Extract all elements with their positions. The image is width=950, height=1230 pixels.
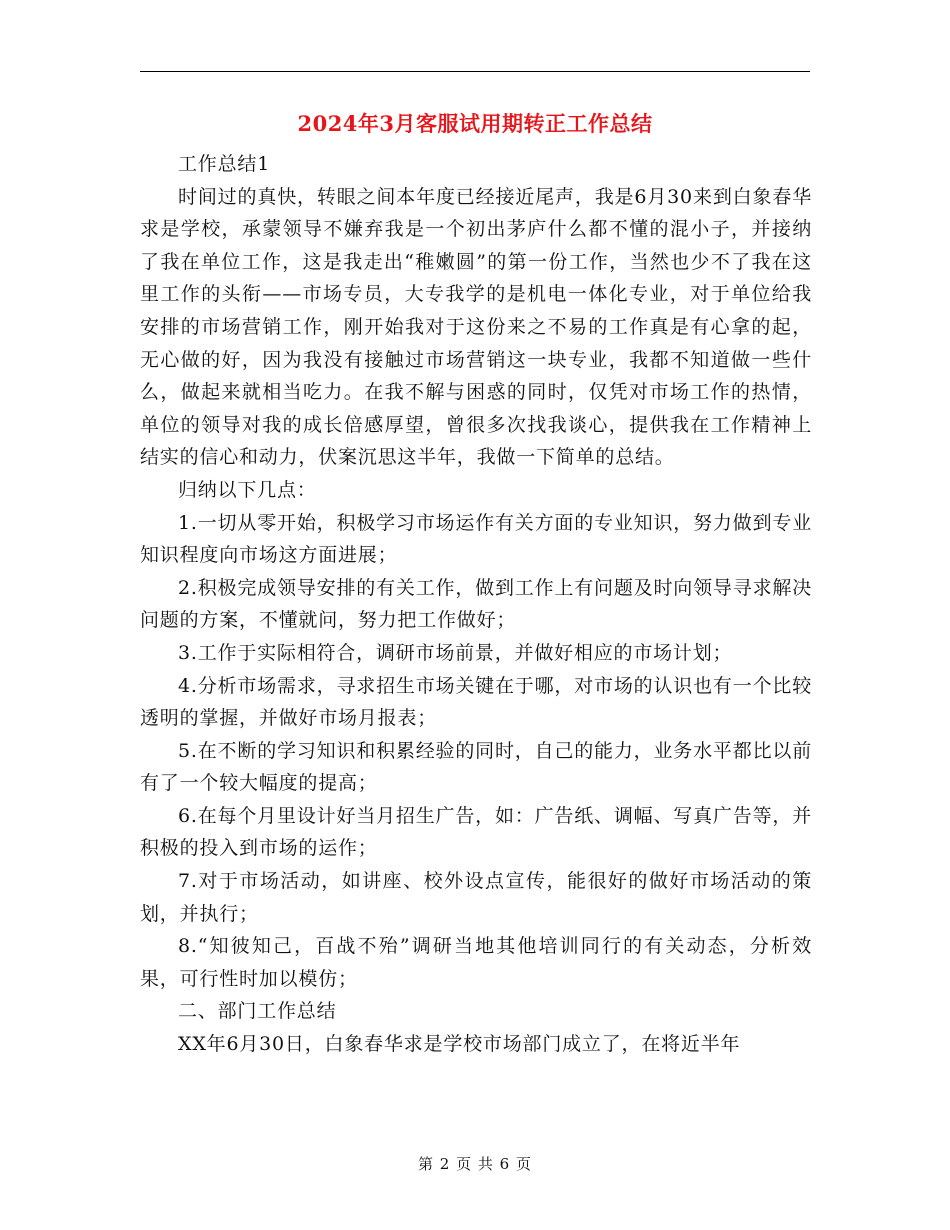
section-heading: 工作总结1 <box>178 153 271 175</box>
paragraph-intro: 时间过的真快，转眼之间本年度已经接近尾声，我是6月30来到白象春华求是学校，承蒙领导不嫌弃我是一个初出茅庐什么都不懂的混小子，并接纳了我在单位工作，这是我走出“稚嫩圆”的第一份工作，当然也少不了我在这里工作的头衔——市场专员，大专我学的是机电一体化专业，对于单位给我安排的市场营销工作，刚开始我对于这份来之不易的工作真是有心拿的起，无心做的好，因为我没有接触过市场营销这一块专业，我都不知道做一些什么，做起来就相当吃力。在我不解与困惑的同时，仅凭对市场工作的热情，单位的领导对我的成长倍感厚望，曾很多次找我谈心，提供我在工作精神上结实的信心和动力，伏案沉思这半年，我做一下简单的总结。 <box>140 185 812 469</box>
section-heading-department: 二、部门工作总结 <box>178 1000 337 1023</box>
paragraph-summary-lead: 归纳以下几点： <box>178 478 317 501</box>
list-item-1: 1.一切从零开始，积极学习市场运作有关方面的专业知识，努力做到专业知识程度向市场这方面进展； <box>140 511 812 567</box>
list-item-3: 3.工作于实际相符合，调研市场前景，并做好相应的市场计划； <box>178 641 733 664</box>
list-item-4: 4.分析市场需求，寻求招生市场关键在于哪，对市场的认识也有一个比较透明的掌握，并做好市场月报表； <box>140 674 812 730</box>
header-rule <box>140 71 810 72</box>
document-body <box>140 148 812 1061</box>
list-item-6: 6.在每个月里设计好当月招生广告，如：广告纸、调幅、写真广告等，并积极的投入到市场的运作； <box>140 804 812 860</box>
list-item-5: 5.在不断的学习知识和积累经验的同时，自己的能力，业务水平都比以前有了一个较大幅度的提高； <box>140 739 812 795</box>
list-item-7: 7.对于市场活动，如讲座、校外设点宣传，能很好的做好市场活动的策划，并执行； <box>140 870 812 925</box>
paragraph-department: XX年6月30日，白象春华求是学校市场部门成立了，在将近半年 <box>178 1033 741 1056</box>
list-item-2: 2.积极完成领导安排的有关工作，做到工作上有问题及时向领导寻求解决问题的方案，不懂就问，努力把工作做好； <box>140 576 812 632</box>
list-item-8: 8.“知彼知己，百战不殆”调研当地其他培训同行的有关动态，分析效果，可行性时加以模仿； <box>140 935 812 990</box>
page-number-footer: 第 2 页 共 6 页 <box>418 1155 532 1173</box>
document-title: 2024年3月客服试用期转正工作总结 <box>297 111 653 136</box>
